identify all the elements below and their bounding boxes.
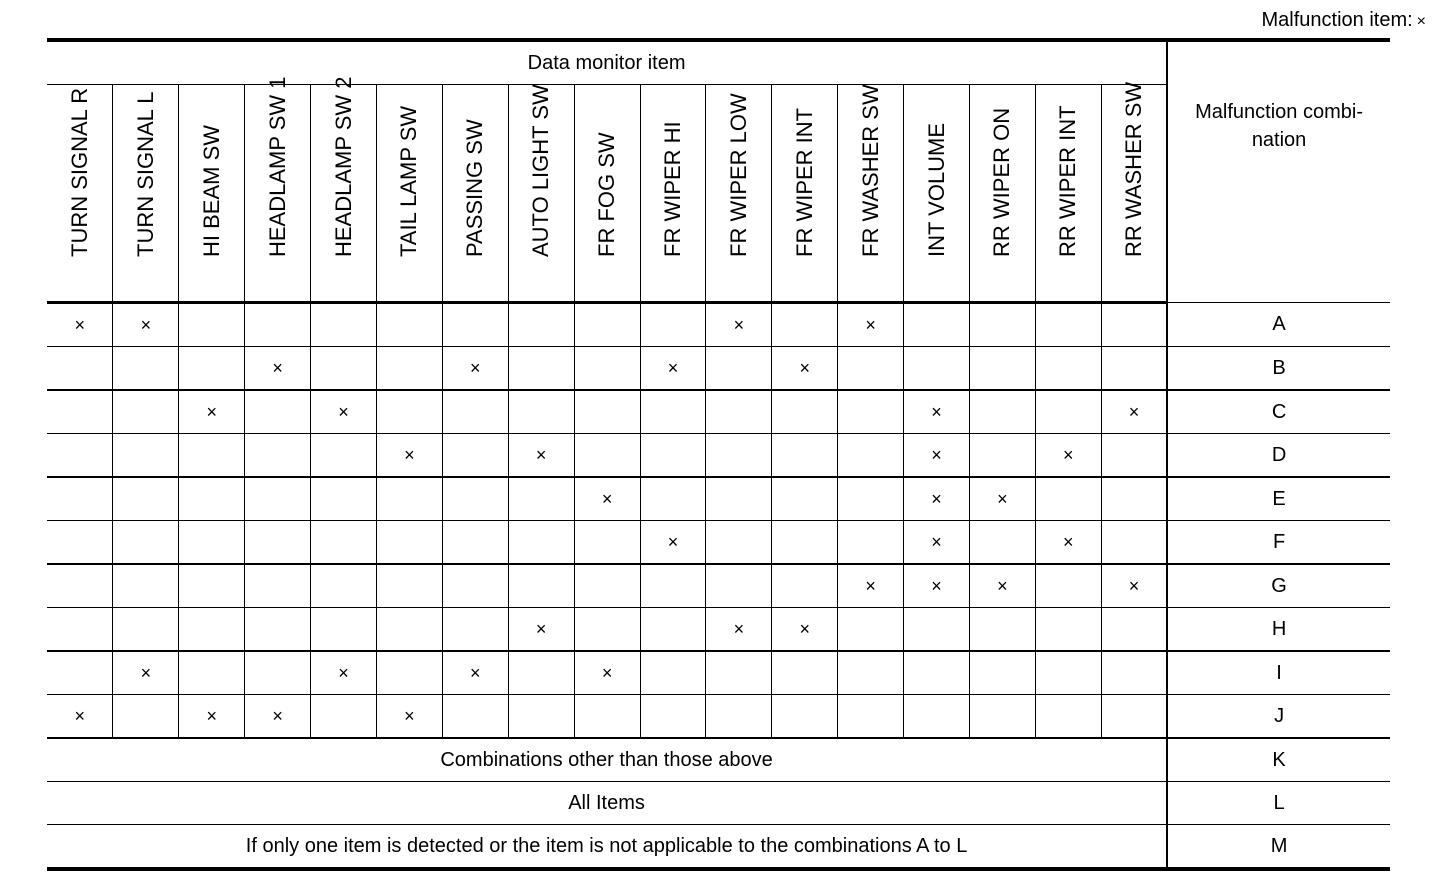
column-header	[1101, 81, 1167, 303]
column-header	[706, 85, 772, 303]
malfunction-mark: ×	[574, 651, 640, 695]
empty-cell	[179, 564, 245, 608]
malfunction-mark: ×	[640, 347, 706, 391]
column-header-label: RR WIPER ON	[989, 107, 1015, 257]
column-header-label: TAIL LAMP SW	[396, 105, 422, 257]
empty-cell	[706, 390, 772, 434]
empty-cell	[245, 303, 311, 347]
empty-cell	[969, 608, 1035, 652]
empty-cell	[179, 521, 245, 565]
empty-cell	[47, 608, 113, 652]
empty-cell	[179, 608, 245, 652]
combination-letter: E	[1167, 477, 1390, 521]
empty-cell	[47, 651, 113, 695]
empty-cell	[1035, 347, 1101, 391]
empty-cell	[969, 347, 1035, 391]
table-row	[47, 477, 1390, 521]
empty-cell	[1035, 390, 1101, 434]
empty-cell	[508, 390, 574, 434]
combination-letter: C	[1167, 390, 1390, 434]
empty-cell	[838, 390, 904, 434]
empty-cell	[838, 608, 904, 652]
table-row	[47, 695, 1390, 739]
empty-cell	[179, 477, 245, 521]
column-header-label: TURN SIGNAL L	[132, 91, 158, 257]
malfunction-mark: ×	[969, 477, 1035, 521]
empty-cell	[508, 477, 574, 521]
column-header-label: RR WIPER INT	[1055, 105, 1081, 257]
combination-header-line-2: nation	[1251, 129, 1307, 151]
empty-cell	[245, 564, 311, 608]
malfunction-mark: ×	[442, 347, 508, 391]
empty-cell	[311, 608, 377, 652]
empty-cell	[640, 695, 706, 739]
malfunction-mark: ×	[772, 608, 838, 652]
empty-cell	[969, 651, 1035, 695]
empty-cell	[1035, 651, 1101, 695]
malfunction-mark: ×	[508, 608, 574, 652]
empty-cell	[772, 651, 838, 695]
empty-cell	[113, 608, 179, 652]
combination-letter: G	[1167, 564, 1390, 608]
empty-cell	[311, 695, 377, 739]
column-header	[179, 85, 245, 303]
column-header	[772, 85, 838, 303]
column-header	[245, 76, 311, 303]
empty-cell	[969, 521, 1035, 565]
empty-cell	[706, 434, 772, 478]
table-row	[47, 782, 1390, 825]
empty-cell	[1101, 608, 1167, 652]
empty-cell	[442, 477, 508, 521]
empty-cell	[574, 347, 640, 391]
empty-cell	[574, 564, 640, 608]
malfunction-mark: ×	[1101, 564, 1167, 608]
empty-cell	[706, 695, 772, 739]
table-row	[47, 303, 1390, 347]
empty-cell	[311, 434, 377, 478]
combination-description: Combinations other than those above	[47, 738, 1167, 782]
empty-cell	[113, 347, 179, 391]
empty-cell	[113, 477, 179, 521]
column-header-label: FR FOG SW	[594, 132, 620, 257]
combination-letter: J	[1167, 695, 1390, 739]
malfunction-mark: ×	[179, 390, 245, 434]
empty-cell	[574, 608, 640, 652]
malfunction-mark: ×	[969, 564, 1035, 608]
column-header-label: PASSING SW	[462, 119, 488, 257]
empty-cell	[47, 390, 113, 434]
malfunction-mark: ×	[1101, 390, 1167, 434]
combination-header-line-1: Malfunction combi-	[1195, 101, 1363, 123]
malfunction-mark: ×	[904, 564, 970, 608]
empty-cell	[772, 521, 838, 565]
empty-cell	[969, 434, 1035, 478]
malfunction-mark: ×	[640, 521, 706, 565]
empty-cell	[904, 608, 970, 652]
malfunction-mark: ×	[113, 303, 179, 347]
empty-cell	[838, 521, 904, 565]
combination-letter: K	[1167, 738, 1390, 782]
empty-cell	[245, 390, 311, 434]
empty-cell	[640, 564, 706, 608]
column-header	[640, 85, 706, 303]
empty-cell	[640, 303, 706, 347]
malfunction-mark: ×	[376, 695, 442, 739]
column-header	[1035, 85, 1101, 303]
empty-cell	[508, 564, 574, 608]
empty-cell	[1101, 477, 1167, 521]
empty-cell	[640, 651, 706, 695]
column-header	[113, 85, 179, 303]
empty-cell	[442, 608, 508, 652]
column-header-label: FR WASHER SW	[857, 84, 883, 257]
empty-cell	[772, 303, 838, 347]
table-row	[47, 434, 1390, 478]
empty-cell	[442, 303, 508, 347]
column-header-label: TURN SIGNAL R	[66, 87, 92, 257]
empty-cell	[508, 303, 574, 347]
empty-cell	[1035, 477, 1101, 521]
empty-cell	[1101, 347, 1167, 391]
column-header	[47, 85, 113, 303]
empty-cell	[969, 390, 1035, 434]
empty-cell	[376, 347, 442, 391]
combination-letter: H	[1167, 608, 1390, 652]
empty-cell	[442, 390, 508, 434]
empty-cell	[772, 434, 838, 478]
column-header	[311, 76, 377, 303]
malfunction-mark: ×	[311, 390, 377, 434]
column-header-label: INT VOLUME	[923, 122, 949, 257]
empty-cell	[47, 564, 113, 608]
column-header-label: AUTO LIGHT SW	[528, 84, 554, 257]
empty-cell	[245, 608, 311, 652]
empty-cell	[640, 390, 706, 434]
combination-description: If only one item is detected or the item is not applicable to the combinations A to L	[47, 825, 1167, 870]
empty-cell	[1035, 695, 1101, 739]
empty-cell	[969, 695, 1035, 739]
empty-cell	[113, 564, 179, 608]
malfunction-mark: ×	[179, 695, 245, 739]
empty-cell	[574, 390, 640, 434]
empty-cell	[706, 564, 772, 608]
empty-cell	[179, 651, 245, 695]
column-header	[838, 85, 904, 303]
malfunction-mark: ×	[1035, 521, 1101, 565]
empty-cell	[376, 564, 442, 608]
empty-cell	[838, 695, 904, 739]
combination-letter: A	[1167, 303, 1390, 347]
combination-letter: I	[1167, 651, 1390, 695]
malfunction-mark: ×	[442, 651, 508, 695]
empty-cell	[1035, 608, 1101, 652]
empty-cell	[311, 564, 377, 608]
empty-cell	[772, 695, 838, 739]
malfunction-mark: ×	[47, 303, 113, 347]
malfunction-mark: ×	[47, 695, 113, 739]
empty-cell	[838, 434, 904, 478]
column-header-label: FR WIPER INT	[791, 107, 817, 257]
empty-cell	[904, 695, 970, 739]
data-monitor-item-header: Data monitor item	[47, 40, 1167, 85]
column-header-label: FR WIPER LOW	[725, 93, 751, 257]
empty-cell	[574, 434, 640, 478]
empty-cell	[574, 695, 640, 739]
empty-cell	[772, 477, 838, 521]
legend-symbol: ×	[1416, 13, 1426, 30]
column-header	[508, 85, 574, 303]
empty-cell	[442, 521, 508, 565]
empty-cell	[706, 347, 772, 391]
malfunction-combination-table	[47, 38, 1390, 871]
empty-cell	[245, 434, 311, 478]
table-row	[47, 738, 1390, 782]
table-row	[47, 825, 1390, 870]
empty-cell	[1101, 303, 1167, 347]
empty-cell	[245, 521, 311, 565]
empty-cell	[179, 434, 245, 478]
empty-cell	[245, 651, 311, 695]
empty-cell	[1101, 521, 1167, 565]
empty-cell	[47, 347, 113, 391]
column-header	[376, 85, 442, 303]
column-header-label: FR WIPER HI	[659, 121, 685, 257]
empty-cell	[640, 434, 706, 478]
empty-cell	[442, 695, 508, 739]
empty-cell	[442, 434, 508, 478]
malfunction-mark: ×	[113, 651, 179, 695]
empty-cell	[113, 434, 179, 478]
column-header-label: HEADLAMP SW 2	[330, 76, 356, 257]
combination-letter: F	[1167, 521, 1390, 565]
malfunction-mark: ×	[838, 564, 904, 608]
empty-cell	[376, 303, 442, 347]
empty-cell	[311, 303, 377, 347]
empty-cell	[508, 521, 574, 565]
combination-letter: M	[1167, 825, 1390, 870]
combination-letter: B	[1167, 347, 1390, 391]
empty-cell	[113, 521, 179, 565]
malfunction-mark: ×	[1035, 434, 1101, 478]
empty-cell	[640, 608, 706, 652]
malfunction-mark: ×	[904, 390, 970, 434]
table-row	[47, 651, 1390, 695]
empty-cell	[574, 303, 640, 347]
malfunction-mark: ×	[772, 347, 838, 391]
empty-cell	[442, 564, 508, 608]
empty-cell	[706, 521, 772, 565]
empty-cell	[904, 347, 970, 391]
empty-cell	[838, 347, 904, 391]
malfunction-mark: ×	[376, 434, 442, 478]
table-row	[47, 564, 1390, 608]
legend-label: Malfunction item:	[1261, 9, 1413, 31]
empty-cell	[1101, 695, 1167, 739]
empty-cell	[47, 521, 113, 565]
combination-letter: D	[1167, 434, 1390, 478]
table-row	[47, 521, 1390, 565]
malfunction-mark: ×	[904, 521, 970, 565]
malfunction-mark: ×	[508, 434, 574, 478]
malfunction-mark: ×	[904, 477, 970, 521]
table-row	[47, 608, 1390, 652]
empty-cell	[838, 651, 904, 695]
empty-cell	[1035, 303, 1101, 347]
empty-cell	[772, 564, 838, 608]
empty-cell	[113, 390, 179, 434]
empty-cell	[1101, 434, 1167, 478]
empty-cell	[574, 521, 640, 565]
malfunction-mark: ×	[311, 651, 377, 695]
empty-cell	[311, 477, 377, 521]
empty-cell	[311, 521, 377, 565]
empty-cell	[179, 303, 245, 347]
malfunction-mark: ×	[706, 303, 772, 347]
empty-cell	[245, 477, 311, 521]
combination-letter: L	[1167, 782, 1390, 825]
table-row	[47, 347, 1390, 391]
empty-cell	[376, 521, 442, 565]
column-header-label: HI BEAM SW	[198, 124, 224, 257]
empty-cell	[376, 390, 442, 434]
column-header-label: RR WASHER SW	[1120, 81, 1146, 257]
empty-cell	[1101, 651, 1167, 695]
combination-description: All Items	[47, 782, 1167, 825]
empty-cell	[772, 390, 838, 434]
header-row	[47, 40, 1390, 85]
empty-cell	[508, 695, 574, 739]
malfunction-mark: ×	[838, 303, 904, 347]
empty-cell	[179, 347, 245, 391]
column-header	[904, 85, 970, 303]
column-header	[442, 85, 508, 303]
column-header	[574, 85, 640, 303]
empty-cell	[904, 651, 970, 695]
empty-cell	[376, 477, 442, 521]
malfunction-mark: ×	[706, 608, 772, 652]
empty-cell	[706, 477, 772, 521]
empty-cell	[113, 695, 179, 739]
empty-cell	[904, 303, 970, 347]
empty-cell	[706, 651, 772, 695]
malfunction-mark: ×	[574, 477, 640, 521]
empty-cell	[1035, 564, 1101, 608]
column-header-label: HEADLAMP SW 1	[264, 76, 290, 257]
table-row	[47, 390, 1390, 434]
malfunction-combination-header	[1167, 40, 1390, 303]
empty-cell	[508, 651, 574, 695]
empty-cell	[311, 347, 377, 391]
empty-cell	[376, 608, 442, 652]
empty-cell	[640, 477, 706, 521]
empty-cell	[376, 651, 442, 695]
malfunction-mark: ×	[245, 347, 311, 391]
empty-cell	[47, 477, 113, 521]
legend	[1261, 9, 1426, 32]
empty-cell	[969, 303, 1035, 347]
empty-cell	[47, 434, 113, 478]
empty-cell	[838, 477, 904, 521]
malfunction-mark: ×	[245, 695, 311, 739]
malfunction-mark: ×	[904, 434, 970, 478]
empty-cell	[508, 347, 574, 391]
column-header	[969, 85, 1035, 303]
